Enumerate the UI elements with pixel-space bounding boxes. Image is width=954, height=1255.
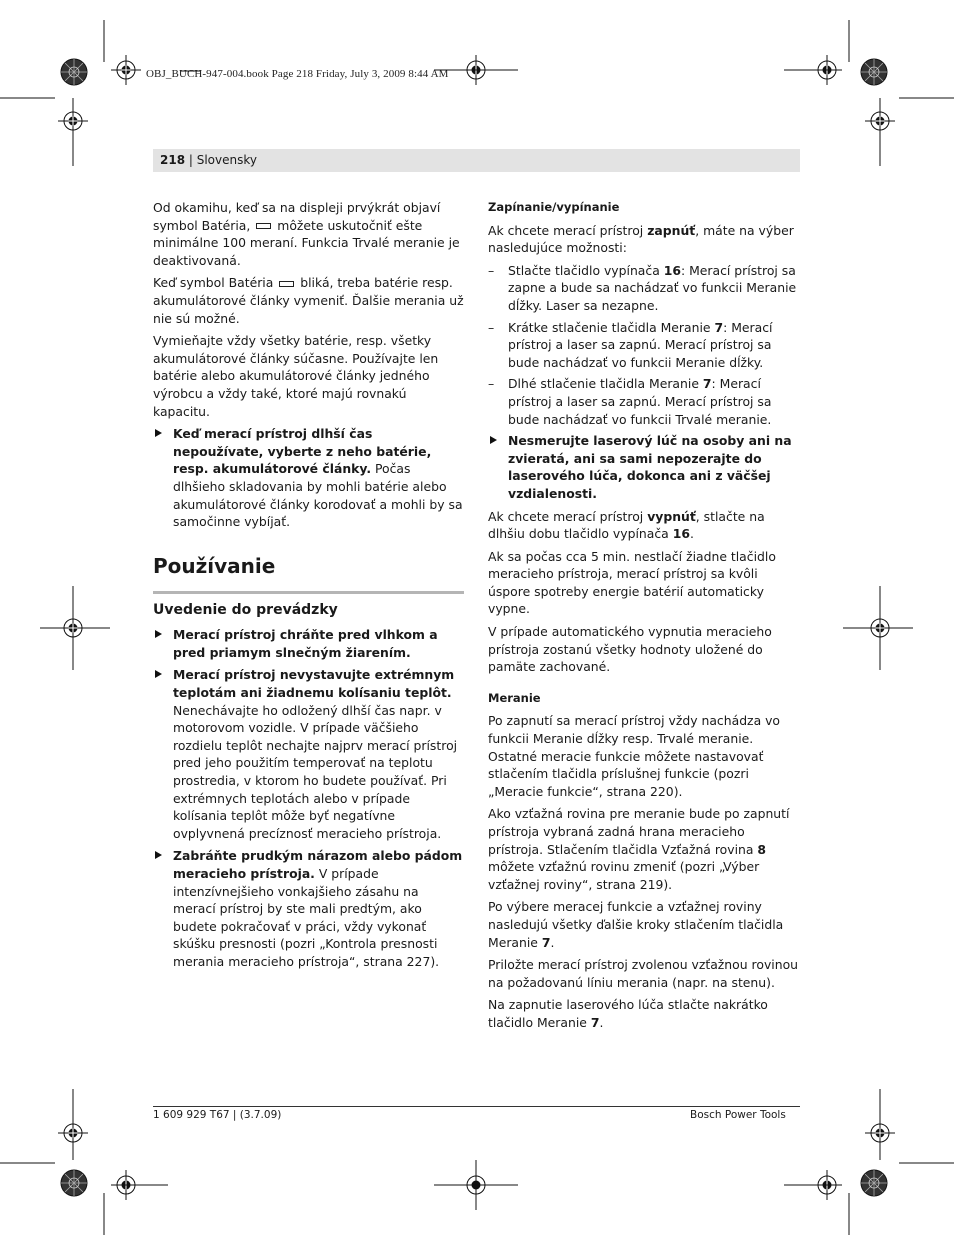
text: Počas dlhšieho skladovania by mohli batérie alebo akumulátorové články korodovať a mohli by sa samočinne vybíjať.: [173, 461, 463, 530]
paragraph: Vymieňajte vždy všetky batérie, resp. všetky akumulátorové články súčasne. Používajte len batérie alebo akumulátorové články jedného výrobcu a vždy také, ktoré majú rovnakú kapacitu.: [153, 333, 439, 419]
dash: –: [488, 376, 495, 392]
header-language: Slovensky: [196, 153, 257, 167]
text: Stlačte tlačidlo vypínača: [508, 262, 664, 278]
paragraph: V prípade automatického vypnutia meracieho prístroja zostanú všetky hodnoty uložené do pamäte zachované.: [488, 624, 772, 675]
bold-text: 7: [702, 376, 712, 392]
text: bliká, treba batérie resp. akumulátorové články vymeniť. Ďalšie merania už nie sú možné.: [153, 275, 464, 326]
dash: –: [488, 319, 495, 335]
text: Ak chcete merací prístroj: [488, 508, 648, 524]
footer-brand: Bosch Power Tools: [690, 1109, 786, 1121]
paragraph: Po zapnutí sa merací prístroj vždy nachádza vo funkcii Meranie dĺžky resp. Trvalé meranie. Ostatné meracie funkcie môžete nastavovať stlačením tlačidla príslušnej funkcie (pozri „Meracie funkcie“, strana 220).: [488, 713, 781, 799]
text: .: [599, 1014, 604, 1030]
bold-text: Merací prístroj nevystavujte extrémnym teplotám ani žiadnemu kolísaniu teplôt.: [173, 667, 455, 701]
bold-text: 7: [714, 319, 724, 335]
text: , stlačte na dlhšiu dobu tlačidlo vypínača: [488, 508, 765, 542]
text: : Merací prístroj sa zapne a bude sa nachádzať vo funkcii Meranie dĺžky. Laser sa nezapne.: [508, 262, 797, 313]
page-number: 218: [160, 153, 186, 167]
bold-text: Zabráňte prudkým nárazom alebo pádom meracieho prístroja.: [173, 848, 463, 881]
text: .: [689, 526, 694, 542]
footer-doc-number: 1 609 929 T67 | (3.7.09): [153, 1109, 282, 1121]
text: : Merací prístroj a laser sa zapnú. Merací prístroj sa bude nachádzať vo funkcii Meranie dĺžky.: [508, 319, 773, 370]
bold-text: 7: [590, 1014, 600, 1030]
text: Na zapnutie laserového lúča stlačte nakrátko tlačidlo Meranie: [488, 997, 768, 1030]
subheading-measuring: Meranie: [488, 690, 541, 705]
print-info: OBJ_BUCH-947-004.book Page 218 Friday, July 3, 2009 8:44 AM: [146, 68, 449, 80]
text: Krátke stlačenie tlačidla Meranie: [508, 319, 715, 335]
bold-text: Keď merací prístroj dlhší čas nepoužívate, vyberte z neho batérie, resp. akumulátorové články.: [173, 426, 432, 477]
text: môžete vzťažnú rovinu zmeniť (pozri „Výber vzťažnej roviny“, strana 219).: [488, 859, 760, 892]
bold-text: 8: [757, 841, 767, 857]
dash: –: [488, 262, 495, 278]
text: môžete uskutočniť ešte minimálne 100 meraní. Funkcia Trvalé meranie je deaktivovaná.: [153, 217, 460, 268]
text: Ak chcete merací prístroj: [488, 222, 648, 238]
bold-text: 16: [672, 526, 690, 542]
header-separator: |: [185, 153, 197, 167]
section-heading: Používanie: [153, 553, 276, 578]
text: .: [550, 934, 555, 950]
text: , máte na výber nasledujúce možnosti:: [488, 222, 794, 256]
text: : Merací prístroj a laser sa zapnú. Merací prístroj sa bude nachádzať vo funkcii Trvalé meranie.: [508, 376, 772, 427]
bold-text: Nesmerujte laserový lúč na osoby ani na zvieratá, ani sa sami nepozerajte do laserového lúča, dokonca ani z väčšej vzdialenosti.: [508, 433, 792, 501]
bold-text: zapnúť: [647, 222, 696, 238]
text: Po výbere meracej funkcie a vzťažnej roviny nasledujú všetky ďalšie kroky stlačením tlačidla Meranie: [488, 899, 784, 950]
subheading: Uvedenie do prevádzky: [153, 601, 338, 618]
subheading-switching: Zapínanie/vypínanie: [488, 200, 620, 214]
bold-text: 16: [663, 262, 681, 278]
bold-text: vypnúť: [647, 508, 696, 524]
bold-text: Merací prístroj chráňte pred vlhkom a pred priamym slnečným žiarením.: [173, 627, 438, 660]
text: V prípade intenzívnejšieho vonkajšieho zásahu na merací prístroj by ste mali predtým, ako budete pokračovať v práci, vždy vykonať skúšku presnosti (pozri „Kontrola presnosti merania meracieho prístroja“, strana 227).: [173, 866, 440, 969]
paragraph: Ak sa počas cca 5 min. nestlačí žiadne tlačidlo meracieho prístroja, merací prístroj sa kvôli úspore spotreby energie batérií automaticky vypne.: [488, 548, 776, 617]
text: Nenechávajte ho odložený dlhší čas napr. v motorovom vozidle. V prípade väčšieho rozdielu teplôt nechajte najprv merací prístroj pred jeho použitím temperovať na teplotu prostredia, v ktorom ho budete používať. Pri extrémnych teplotách alebo v prípade kolísania teplôt môže byť negatívne ovplyvnená precíznosť meracieho prístroja.: [173, 702, 458, 841]
bold-text: 7: [541, 934, 551, 950]
text: Keď symbol Batéria: [153, 275, 274, 291]
paragraph: Priložte merací prístroj zvolenou vzťažnou rovinou na požadovanú líniu merania (napr. na stenu).: [488, 957, 799, 990]
text: Ako vzťažná rovina pre meranie bude po zapnutí prístroja vybraná zadná hrana meracieho prístroja. Stlačením tlačidla Vzťažná rovina: [488, 806, 790, 857]
text: Od okamihu, keď sa na displeji prvýkrát objaví symbol Batéria,: [153, 200, 441, 233]
text: Dlhé stlačenie tlačidla Meranie: [508, 376, 703, 392]
